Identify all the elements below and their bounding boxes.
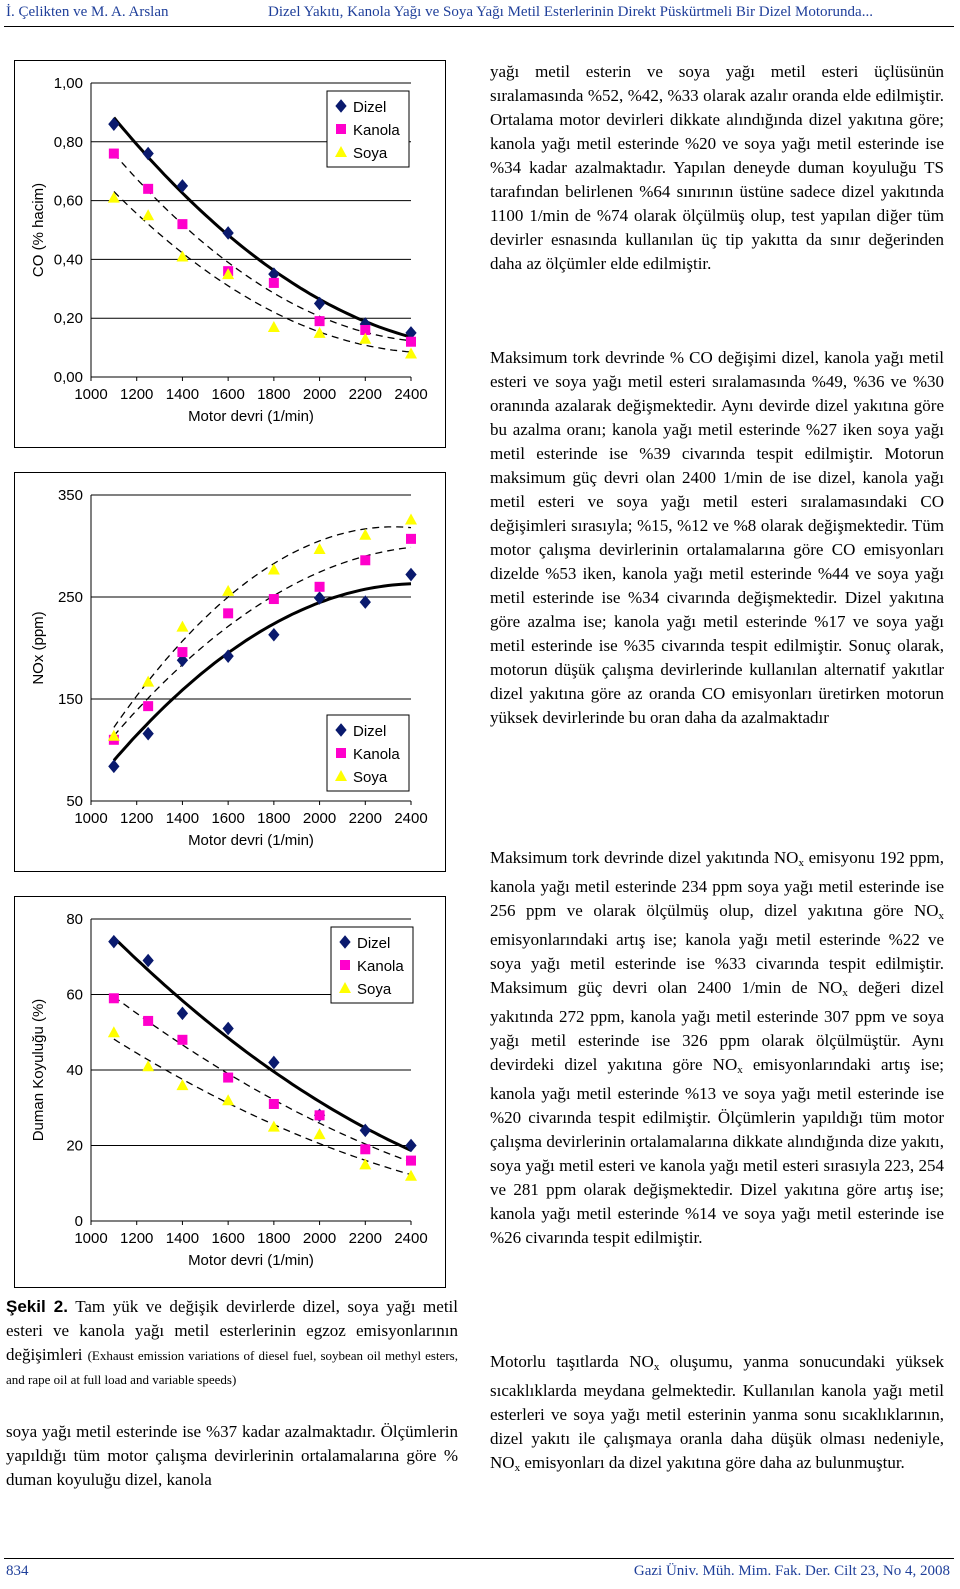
x-axis-title: Motor devri (1/min): [188, 832, 314, 849]
legend-label-soya: Soya: [353, 145, 388, 162]
figure-caption: [6, 1295, 458, 1391]
data-point-dizel: [269, 1056, 279, 1068]
legend-label-kanola: Kanola: [353, 746, 400, 763]
text-run: emisyonu 192 ppm, kanola yağı metil esterinde 234 ppm soya yağı metil esterinde ise 256 ppm ve olarak ölçülmüş olup, dizel yakıtına göre NO: [490, 848, 944, 920]
x-tick-label: 1200: [120, 386, 154, 403]
data-point-kanola: [360, 1144, 370, 1154]
figure-label: Şekil 2.: [6, 1297, 68, 1316]
y-tick-label: 80: [66, 911, 83, 928]
data-point-soya: [222, 1094, 234, 1105]
trendline-kanola: [114, 153, 411, 340]
right-paragraph-2: [490, 346, 944, 730]
text-run: emisyonlarındaki artış ise; kanola yağı metil esterinde %22 ve soya yağı metil esterinde ise %33 civarında tespit edilmiştir. Maksimum güç devri olan 2400 1/min de NO: [490, 930, 944, 997]
data-point-dizel: [143, 728, 153, 740]
nox-chart: [14, 472, 446, 872]
page-number: 834: [6, 1563, 29, 1579]
x-tick-label: 1800: [257, 1230, 291, 1247]
legend-label-soya: Soya: [353, 769, 388, 786]
data-point-dizel: [143, 955, 153, 967]
trendline-soya: [114, 1039, 411, 1175]
x-tick-label: 1000: [74, 810, 108, 827]
paragraph-text: [490, 1350, 944, 1480]
data-point-kanola: [315, 316, 325, 326]
y-tick-label: 20: [66, 1137, 83, 1155]
data-point-kanola: [269, 278, 279, 288]
x-tick-label: 1400: [165, 386, 200, 403]
data-point-soya: [108, 1026, 120, 1037]
y-axis-title: NOx (ppm): [30, 611, 47, 685]
legend-marker-kanola: [340, 960, 350, 970]
data-point-dizel: [269, 629, 279, 641]
data-point-dizel: [177, 1007, 187, 1019]
legend-marker-kanola: [336, 124, 346, 134]
y-axis-title: Duman Koyuluğu (%): [30, 998, 47, 1142]
text-run: değeri dizel yakıtında 272 ppm, kanola yağı metil esterinde 307 ppm ve soya yağı metil esterinde ise 326 ppm olarak ölçülmüştür. Aynı devirdeki dizel yakıtına göre NO: [490, 978, 944, 1074]
data-point-kanola: [143, 1016, 153, 1026]
data-point-kanola: [109, 149, 119, 159]
legend-marker-kanola: [336, 748, 346, 758]
y-tick-label: 150: [57, 691, 83, 708]
data-point-dizel: [109, 760, 119, 772]
y-tick-label: 0,00: [53, 369, 83, 386]
data-point-dizel: [109, 936, 119, 948]
x-tick-label: 2400: [394, 386, 428, 403]
data-point-soya: [314, 1128, 326, 1139]
x-tick-label: 1400: [165, 810, 200, 827]
x-tick-label: 2200: [348, 386, 382, 403]
y-tick-label: 0: [74, 1213, 83, 1230]
x-tick-label: 1600: [211, 386, 245, 403]
data-point-kanola: [143, 701, 153, 711]
x-tick-label: 2200: [348, 1230, 382, 1247]
subscript-x: x: [938, 910, 944, 922]
legend-label-soya: Soya: [357, 981, 392, 998]
data-point-kanola: [177, 1035, 187, 1045]
paragraph-text: yağı metil esterin ve soya yağı metil esteri üçlüsünün sıralamasında %52, %42, %33 olarak azalır oranda elde edilmiştir. Ortalama motor devirleri dikkate alındığında dizel yakıtına göre; kanola yağı metil esterinde %20 ve soya yağı metil esterinde ise %34 kadar azalmaktadır. Yapılan deneyde duman koyuluğu TS tarafından belirlenen %64 sınırının üstüne sadece dizel yakıtında 1100 1/min de %74 olarak ölçülmüş olup, test yapılan diğer tüm devirler esnasında kullanılan üç tip yakıtta da sınır değerinden daha az ölçümler elde edilmiştir.: [490, 62, 944, 273]
data-point-soya: [405, 1170, 417, 1181]
footer-rule: [4, 1558, 954, 1559]
legend-label-dizel: Dizel: [353, 723, 387, 740]
x-tick-label: 1000: [74, 386, 108, 403]
right-paragraph-4: [490, 1350, 944, 1480]
x-tick-label: 1200: [120, 1230, 154, 1247]
data-point-kanola: [406, 1156, 416, 1166]
data-point-soya: [176, 621, 188, 632]
data-point-dizel: [315, 298, 325, 310]
data-point-soya: [176, 1079, 188, 1090]
legend-label-dizel: Dizel: [357, 935, 391, 952]
text-run: oluşumu, yanma sonucundaki yüksek sıcaklıklarda meydana gelmektedir. Kullanılan kanola yağı metil esterleri ve soya yağı metil esterinin yanma sonu sıcaklıklarının, dizel yakıtı ile çalışmaya oranla daha düşük olması nedeniyle, NO: [490, 1352, 944, 1472]
x-tick-label: 2000: [302, 810, 337, 827]
y-tick-label: 0,80: [53, 133, 83, 151]
legend-label-kanola: Kanola: [357, 958, 404, 975]
data-point-soya: [142, 1060, 154, 1071]
subscript-x: x: [798, 857, 804, 869]
subscript-x: x: [737, 1064, 743, 1076]
data-point-soya: [268, 563, 280, 574]
data-point-soya: [142, 676, 154, 687]
y-tick-label: 350: [57, 487, 83, 504]
left-column-text: soya yağı metil esterinde ise %37 kadar azalmaktadır. Ölçümlerin yapıldığı tüm motor çalışma devirlerinin ortalamalarına göre % duman koyuluğu dizel, kanola: [6, 1422, 458, 1489]
caption-english: (Exhaust emission variations of diesel fuel, soybean oil methyl esters, and rape oil at full load and variable speeds): [6, 1348, 458, 1387]
x-tick-label: 2000: [302, 386, 337, 403]
nox-chart-svg: [15, 473, 445, 871]
y-tick-label: 0,40: [53, 251, 83, 269]
data-point-kanola: [109, 993, 119, 1003]
y-tick-label: 60: [66, 986, 83, 1004]
x-tick-label: 2200: [348, 810, 382, 827]
co-chart: [14, 60, 446, 448]
data-point-kanola: [269, 594, 279, 604]
data-point-kanola: [315, 1110, 325, 1120]
data-point-soya: [314, 543, 326, 554]
data-point-soya: [359, 1158, 371, 1169]
running-header-title: Dizel Yakıtı, Kanola Yağı ve Soya Yağı Metil Esterlerinin Direkt Püskürtmeli Bir Dizel Motorunda...: [268, 4, 873, 20]
y-tick-label: 1,00: [53, 75, 83, 92]
data-point-kanola: [143, 184, 153, 194]
x-axis-title: Motor devri (1/min): [188, 1252, 314, 1269]
legend-label-dizel: Dizel: [353, 99, 387, 116]
right-paragraph-3: [490, 846, 944, 1250]
data-point-kanola: [177, 219, 187, 229]
x-tick-label: 2400: [394, 810, 428, 827]
x-tick-label: 2000: [302, 1230, 337, 1247]
data-point-kanola: [223, 608, 233, 618]
x-tick-label: 1200: [120, 810, 154, 827]
subscript-x: x: [842, 987, 848, 999]
data-point-soya: [268, 321, 280, 332]
y-tick-label: 50: [66, 793, 83, 810]
trendline-kanola: [114, 547, 411, 735]
data-point-soya: [222, 585, 234, 596]
journal-citation: Gazi Üniv. Müh. Mim. Fak. Der. Cilt 23, No 4, 2008: [633, 1563, 950, 1579]
co-chart-svg: [15, 61, 445, 447]
y-axis-title: CO (% hacim): [30, 182, 47, 278]
y-tick-label: 250: [57, 589, 83, 606]
text-run: emisyonları da dizel yakıtına göre daha az bulunmuştur.: [520, 1453, 905, 1472]
subscript-x: x: [514, 1462, 521, 1474]
data-point-kanola: [406, 534, 416, 544]
paragraph-text: [490, 846, 944, 1250]
text-run: Motorlu taşıtlarda NO: [490, 1352, 654, 1371]
data-point-soya: [108, 192, 120, 203]
data-point-soya: [405, 347, 417, 358]
x-axis-title: Motor devri (1/min): [188, 408, 314, 425]
text-run: emisyonlarındaki artış ise; kanola yağı metil esterinde %13 ve soya yağı metil esterinde ise %20 civarında tespit edilmiştir. Ölçümlerin yapıldığı tüm motor çalışma devirlerinin ortalamalarına dikkate alındığında dize yakıtı, soya yağı metil esteri ve kanola yağı metil esteri sırasıyla 223, 254 ve 281 ppm olarak değişmektedir. Dizel yakıtına göre artış ise; kanola yağı metil esterinde %14 ve soya yağı metil esterinde ise %26 civarında tespit edilmiştir.: [490, 1055, 944, 1247]
running-header-authors: İ. Çelikten ve M. A. Arslan: [6, 4, 169, 20]
x-tick-label: 1400: [165, 1230, 200, 1247]
x-tick-label: 1800: [257, 810, 291, 827]
x-tick-label: 1600: [211, 1230, 245, 1247]
caption-text: Tam yük ve değişik devirlerde dizel, soya yağı metil esteri ve kanola yağı metil esterlerinin egzoz emisyonlarının değişimleri: [6, 1297, 458, 1364]
header-rule: [4, 26, 954, 27]
data-point-kanola: [406, 337, 416, 347]
data-point-soya: [314, 327, 326, 338]
data-point-soya: [142, 209, 154, 220]
x-tick-label: 1800: [257, 386, 291, 403]
data-point-kanola: [269, 1099, 279, 1109]
data-point-dizel: [360, 596, 370, 608]
data-point-kanola: [177, 647, 187, 657]
y-tick-label: 40: [66, 1062, 83, 1079]
data-point-kanola: [223, 1073, 233, 1083]
subscript-x: x: [653, 1361, 660, 1373]
x-tick-label: 1600: [211, 810, 245, 827]
smoke-chart: [14, 896, 446, 1288]
text-run: Maksimum tork devrinde dizel yakıtında NO: [490, 848, 799, 867]
x-tick-label: 1000: [74, 1230, 108, 1247]
y-tick-label: 0,20: [53, 310, 83, 328]
smoke-chart-svg: [15, 897, 445, 1287]
data-point-dizel: [223, 1022, 233, 1034]
data-point-dizel: [143, 148, 153, 160]
legend-label-kanola: Kanola: [353, 122, 400, 139]
data-point-kanola: [360, 555, 370, 565]
y-tick-label: 0,60: [53, 192, 83, 210]
paragraph-text: Maksimum tork devrinde % CO değişimi dizel, kanola yağı metil esteri ve soya yağı metil esteri sıralamasında %49, %36 ve %30 oranında azalarak değişmektedir. Aynı devirde dizel yakıtına göre bu azalma oranı; kanola yağı metil esterinde %27 iken soya yağı metil esterinde ise %39 civarında tespit edilmiştir. Motorun maksimum güç devri olan 2400 1/min de ise dizel, kanola yağı metil esteri ve soya yağı metil esteri sıralamasındaki CO değişimleri sırasıyla; %15, %12 ve %8 olarak değişmektedir. Tüm motor çalışma devirlerinin ortalamalarına göre CO emisyonları dizelde %53 iken, kanola yağı metil esterinde %44 ve soya yağı metil esterinde ise %34 civarında değişmektedir. Dizel yakıtına göre azalma ise; kanola yağı metil esterinde %17 ve soya yağı metil esterinde ise %35 civarında tespit edilmiştir. Sonuç olarak, motorun düşük çalışma devirlerinde kullanılan alternatif yakıtlar dizel yakıtına göre az oranda CO emisyonları üretirken motorun yüksek devirlerinde bu oran daha da azalmaktadır: [490, 348, 944, 727]
right-paragraph-1: [490, 60, 944, 276]
trendline-kanola: [114, 997, 411, 1163]
data-point-kanola: [315, 582, 325, 592]
x-tick-label: 2400: [394, 1230, 428, 1247]
data-point-soya: [405, 513, 417, 524]
data-point-soya: [359, 529, 371, 540]
data-point-dizel: [406, 569, 416, 581]
